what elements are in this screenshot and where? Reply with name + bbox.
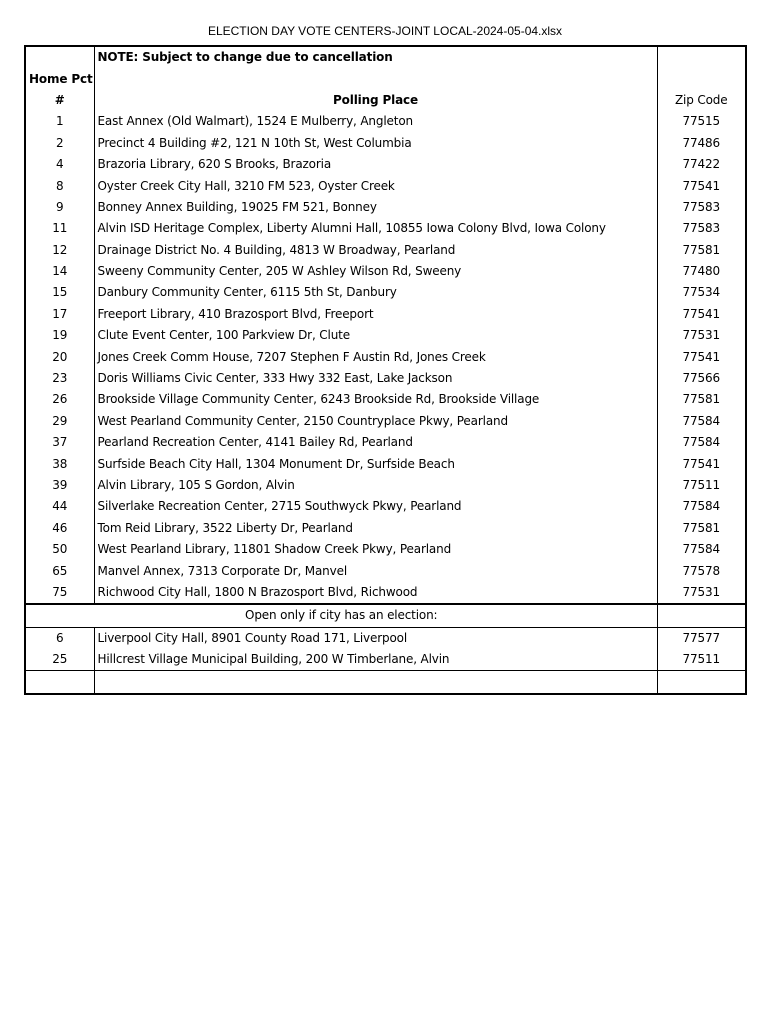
polling-place: Richwood City Hall, 1800 N Brazosport Blvd, Richwood	[94, 582, 657, 604]
polling-place-label: Polling Place	[94, 90, 657, 111]
precinct-number: 25	[25, 649, 94, 671]
zip-code: 77578	[657, 560, 746, 581]
zip-code: 77531	[657, 582, 746, 604]
zip-code: 77584	[657, 432, 746, 453]
polling-place: Alvin ISD Heritage Complex, Liberty Alumni Hall, 10855 Iowa Colony Blvd, Iowa Colony	[94, 218, 657, 239]
table-row	[25, 475, 746, 496]
section-note-row	[25, 604, 746, 627]
table-row	[25, 649, 746, 671]
table-row	[25, 496, 746, 517]
table-row	[25, 282, 746, 303]
precinct-number: 39	[25, 475, 94, 496]
section-note: Open only if city has an election:	[25, 604, 657, 627]
zip-code: 77486	[657, 133, 746, 154]
table-row	[25, 539, 746, 560]
table-row	[25, 154, 746, 175]
precinct-number: 26	[25, 389, 94, 410]
precinct-number: 37	[25, 432, 94, 453]
table-row	[25, 175, 746, 196]
zip-code: 77511	[657, 649, 746, 671]
empty-cell	[657, 604, 746, 627]
table-row	[25, 240, 746, 261]
file-title: ELECTION DAY VOTE CENTERS-JOINT LOCAL-2024-05-04.xlsx	[207, 24, 563, 38]
home-pct-label: Home Pct	[25, 68, 94, 89]
table-row	[25, 346, 746, 367]
precinct-number: 15	[25, 282, 94, 303]
precinct-number: 1	[25, 111, 94, 132]
table-row	[25, 582, 746, 604]
polling-place: Brookside Village Community Center, 6243 Brookside Rd, Brookside Village	[94, 389, 657, 410]
polling-place: Precinct 4 Building #2, 121 N 10th St, West Columbia	[94, 133, 657, 154]
zip-code: 77581	[657, 518, 746, 539]
zip-code: 77531	[657, 325, 746, 346]
precinct-number: 75	[25, 582, 94, 604]
polling-place: West Pearland Community Center, 2150 Countryplace Pkwy, Pearland	[94, 411, 657, 432]
polling-place: Manvel Annex, 7313 Corporate Dr, Manvel	[94, 560, 657, 581]
zip-code: 77511	[657, 475, 746, 496]
zip-code: 77541	[657, 453, 746, 474]
zip-code: 77480	[657, 261, 746, 282]
polling-place: Hillcrest Village Municipal Building, 200 W Timberlane, Alvin	[94, 649, 657, 671]
polling-place: Liverpool City Hall, 8901 County Road 171, Liverpool	[94, 627, 657, 649]
precinct-number: 50	[25, 539, 94, 560]
zip-code: 77541	[657, 175, 746, 196]
polling-place: Brazoria Library, 620 S Brooks, Brazoria	[94, 154, 657, 175]
precinct-number: 29	[25, 411, 94, 432]
zip-code: 77584	[657, 539, 746, 560]
table-row	[25, 133, 746, 154]
polling-place: East Annex (Old Walmart), 1524 E Mulberry, Angleton	[94, 111, 657, 132]
precinct-number: 14	[25, 261, 94, 282]
table-row	[25, 111, 746, 132]
empty-cell	[657, 671, 746, 694]
empty-cell	[94, 671, 657, 694]
zip-code: 77583	[657, 218, 746, 239]
polling-place: Drainage District No. 4 Building, 4813 W Broadway, Pearland	[94, 240, 657, 261]
polling-place: Oyster Creek City Hall, 3210 FM 523, Oyster Creek	[94, 175, 657, 196]
precinct-number: 9	[25, 197, 94, 218]
note-text: NOTE: Subject to change due to cancellation	[94, 46, 657, 68]
table-row	[25, 432, 746, 453]
precinct-number: 65	[25, 560, 94, 581]
table-row	[25, 453, 746, 474]
precinct-number: 8	[25, 175, 94, 196]
precinct-number: 11	[25, 218, 94, 239]
zip-code: 77581	[657, 240, 746, 261]
zip-code: 77541	[657, 304, 746, 325]
header-empty-cell	[25, 46, 94, 68]
table-row	[25, 518, 746, 539]
table-row	[25, 197, 746, 218]
zip-code: 77581	[657, 389, 746, 410]
table-row	[25, 560, 746, 581]
header-empty-cell	[657, 68, 746, 89]
header-row-note	[25, 46, 746, 68]
polling-place: Surfside Beach City Hall, 1304 Monument Dr, Surfside Beach	[94, 453, 657, 474]
table-row	[25, 368, 746, 389]
header-empty-cell	[94, 68, 657, 89]
header-empty-cell	[657, 46, 746, 68]
precinct-number: 23	[25, 368, 94, 389]
precinct-number: 20	[25, 346, 94, 367]
polling-place: Pearland Recreation Center, 4141 Bailey Rd, Pearland	[94, 432, 657, 453]
zip-code: 77534	[657, 282, 746, 303]
polling-place: Clute Event Center, 100 Parkview Dr, Clute	[94, 325, 657, 346]
table-row	[25, 627, 746, 649]
precinct-number: 44	[25, 496, 94, 517]
precinct-number: 19	[25, 325, 94, 346]
zip-code: 77422	[657, 154, 746, 175]
precinct-number: 46	[25, 518, 94, 539]
polling-place: Danbury Community Center, 6115 5th St, Danbury	[94, 282, 657, 303]
polling-place: Alvin Library, 105 S Gordon, Alvin	[94, 475, 657, 496]
table-row	[25, 261, 746, 282]
polling-place: Doris Williams Civic Center, 333 Hwy 332 East, Lake Jackson	[94, 368, 657, 389]
table-body	[25, 46, 746, 694]
polling-place: Silverlake Recreation Center, 2715 Southwyck Pkwy, Pearland	[94, 496, 657, 517]
zip-code: 77584	[657, 496, 746, 517]
zip-code: 77584	[657, 411, 746, 432]
table-row	[25, 218, 746, 239]
table-row	[25, 389, 746, 410]
polling-place: Freeport Library, 410 Brazosport Blvd, Freeport	[94, 304, 657, 325]
table-row	[25, 411, 746, 432]
table-row	[25, 304, 746, 325]
header-row-labels	[25, 90, 746, 111]
polling-place: Bonney Annex Building, 19025 FM 521, Bonney	[94, 197, 657, 218]
polling-place: West Pearland Library, 11801 Shadow Creek Pkwy, Pearland	[94, 539, 657, 560]
zip-code: 77577	[657, 627, 746, 649]
zip-code: 77515	[657, 111, 746, 132]
precinct-number: 12	[25, 240, 94, 261]
precinct-number: 6	[25, 627, 94, 649]
zip-code: 77566	[657, 368, 746, 389]
zip-code: 77583	[657, 197, 746, 218]
zip-code-label: Zip Code	[657, 90, 746, 111]
polling-places-table	[24, 45, 747, 695]
home-pct-hash-label: #	[25, 90, 94, 111]
empty-cell	[25, 671, 94, 694]
precinct-number: 38	[25, 453, 94, 474]
precinct-number: 2	[25, 133, 94, 154]
polling-place: Tom Reid Library, 3522 Liberty Dr, Pearland	[94, 518, 657, 539]
header-row-pct	[25, 68, 746, 89]
precinct-number: 4	[25, 154, 94, 175]
empty-row	[25, 671, 746, 694]
polling-place: Sweeny Community Center, 205 W Ashley Wilson Rd, Sweeny	[94, 261, 657, 282]
zip-code: 77541	[657, 346, 746, 367]
precinct-number: 17	[25, 304, 94, 325]
table-row	[25, 325, 746, 346]
polling-place: Jones Creek Comm House, 7207 Stephen F Austin Rd, Jones Creek	[94, 346, 657, 367]
